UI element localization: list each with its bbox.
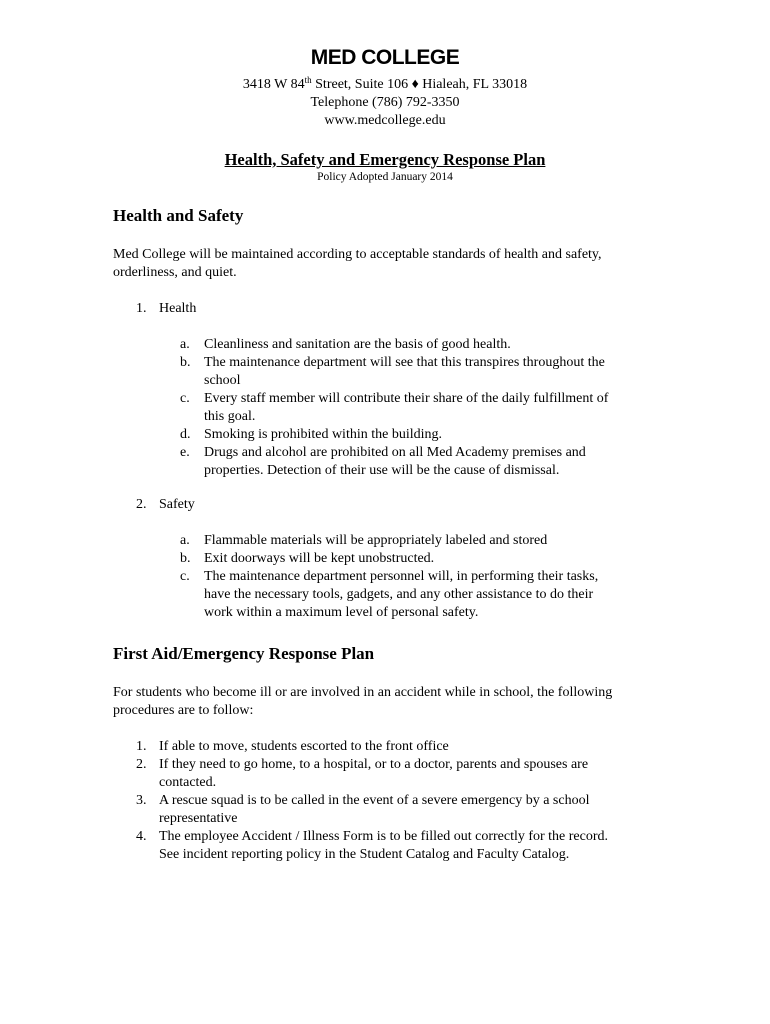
list-text-line: work within a maximum level of personal safety.	[204, 605, 479, 620]
intro-line: For students who become ill or are involved in an accident while in school, the following	[113, 685, 613, 700]
list-marker: a.	[180, 533, 190, 548]
telephone-line: Telephone (786) 792-3350	[310, 95, 460, 110]
list-text-line: this goal.	[204, 409, 256, 424]
list-text-line: The maintenance department will see that this transpires throughout the	[204, 355, 605, 370]
list-marker: b.	[180, 551, 191, 566]
list-text-line: A rescue squad is to be called in the event of a severe emergency by a school	[159, 793, 590, 808]
list-text	[159, 792, 649, 828]
section-heading-first-aid: First Aid/Emergency Response Plan	[113, 644, 375, 663]
website-line: www.medcollege.edu	[324, 113, 446, 128]
list-text-line: Every staff member will contribute their share of the daily fulfillment of	[204, 391, 609, 406]
list-text	[204, 550, 650, 568]
list-text-line: The maintenance department personnel will, in performing their tasks,	[204, 569, 599, 584]
list-text-line: properties. Detection of their use will be the cause of dismissal.	[204, 463, 560, 478]
list-text-line: Drugs and alcohol are prohibited on all Med Academy premises and	[204, 445, 586, 460]
policy-adopted-date: Policy Adopted January 2014	[317, 171, 453, 183]
list-text-line: Smoking is prohibited within the building.	[204, 427, 442, 442]
list-number: 4.	[136, 829, 147, 844]
list-marker: a.	[180, 337, 190, 352]
list-number: 3.	[136, 793, 147, 808]
section-heading-health-safety: Health and Safety	[113, 206, 244, 225]
list-text-line: Cleanliness and sanitation are the basis of good health.	[204, 337, 511, 352]
list-text	[204, 426, 650, 444]
college-name: MED COLLEGE	[310, 46, 460, 69]
list-text-line: have the necessary tools, gadgets, and any other assistance to do their	[204, 587, 594, 602]
list-text-line: The employee Accident / Illness Form is to be filled out correctly for the record.	[159, 829, 609, 844]
list-text-line: See incident reporting policy in the Student Catalog and Faculty Catalog.	[159, 847, 570, 862]
list-number: 1.	[136, 301, 147, 316]
list-marker: c.	[180, 391, 190, 406]
address-line	[0, 77, 770, 93]
intro-line: orderliness, and quiet.	[113, 265, 237, 280]
health-safety-intro	[113, 246, 653, 282]
plan-title: Health, Safety and Emergency Response Plan	[224, 150, 546, 169]
list-label: Health	[159, 301, 197, 316]
list-text	[204, 532, 650, 550]
list-text	[204, 354, 650, 390]
list-number: 1.	[136, 739, 147, 754]
list-marker: d.	[180, 427, 191, 442]
list-text-line: representative	[159, 811, 238, 826]
list-text-line: Exit doorways will be kept unobstructed.	[204, 551, 435, 566]
address-ordinal: th	[304, 75, 312, 85]
list-text	[204, 568, 650, 622]
list-text-line: If able to move, students escorted to the front office	[159, 739, 449, 754]
list-marker: c.	[180, 569, 190, 584]
address-city: Street, Suite 106 ♦ Hialeah, FL 33018	[311, 77, 528, 92]
intro-line: Med College will be maintained according to acceptable standards of health and safety,	[113, 247, 602, 262]
list-label: Safety	[159, 497, 195, 512]
list-text-line: If they need to go home, to a hospital, or to a doctor, parents and spouses are	[159, 757, 589, 772]
list-text	[204, 444, 650, 480]
list-text	[159, 756, 649, 792]
list-text	[204, 390, 650, 426]
list-text-line: contacted.	[159, 775, 217, 790]
address-street: 3418 W 84	[242, 77, 305, 92]
list-text-line: Flammable materials will be appropriately labeled and stored	[204, 533, 548, 548]
list-text	[159, 738, 649, 756]
list-text	[204, 336, 650, 354]
list-number: 2.	[136, 497, 147, 512]
list-number: 2.	[136, 757, 147, 772]
list-text	[159, 828, 649, 864]
list-text-line: school	[204, 373, 241, 388]
first-aid-intro	[113, 684, 653, 720]
intro-line: procedures are to follow:	[113, 703, 254, 718]
list-marker: e.	[180, 445, 190, 460]
list-marker: b.	[180, 355, 191, 370]
